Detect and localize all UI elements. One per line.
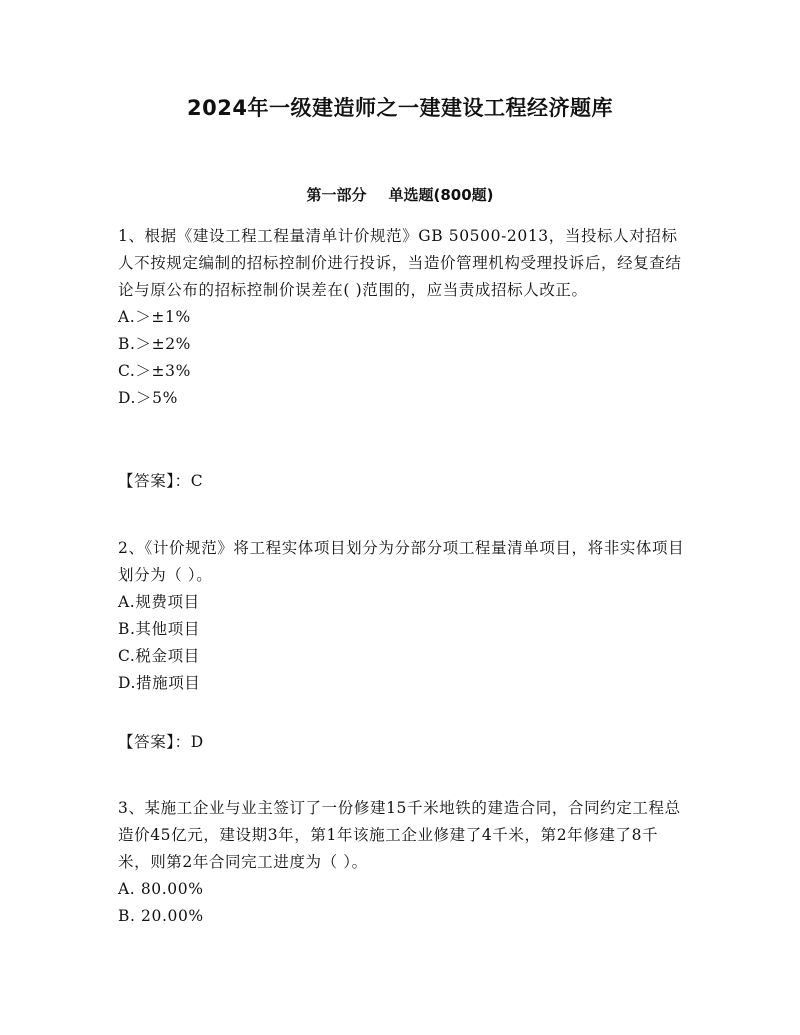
answer-2 <box>118 729 688 756</box>
option-c: C.＞±3% <box>118 362 191 380</box>
answer-text: 【答案】：D <box>118 733 204 751</box>
option-a: A. 80.00% <box>118 880 204 898</box>
option-a: A.规费项目 <box>118 593 200 611</box>
question-3 <box>118 795 688 930</box>
section-heading <box>0 184 800 205</box>
option-b: B.其他项目 <box>118 620 200 638</box>
answer-1 <box>118 468 688 495</box>
question-2 <box>118 535 688 697</box>
question-stem: 2、《计价规范》将工程实体项目划分为分部分项工程量清单项目，将非实体项目划分为（ ）。 <box>118 539 685 584</box>
option-d: D.措施项目 <box>118 674 201 692</box>
question-1 <box>118 223 688 412</box>
option-a: A.＞±1% <box>118 308 191 326</box>
section-label: 单选题(800题) <box>388 186 494 204</box>
answer-text: 【答案】：C <box>118 472 204 490</box>
question-stem: 1、根据《建设工程工程量清单计价规范》GB 50500-2013，当投标人对招标人不按规定编制的招标控制价进行投诉，当造价管理机构受理投诉后，经复查结论与原公布的招标控制价误差在( )范围的，应当责成招标人改正。 <box>118 227 682 299</box>
option-b: B. 20.00% <box>118 907 204 925</box>
section-part: 第一部分 <box>306 186 367 204</box>
option-d: D.＞5% <box>118 389 178 407</box>
option-b: B.＞±2% <box>118 335 191 353</box>
question-stem: 3、某施工企业与业主签订了一份修建15千米地铁的建造合同，合同约定工程总造价45亿元，建设期3年，第1年该施工企业修建了4千米，第2年修建了8千米，则第2年合同完工进度为（ ）。 <box>118 799 681 871</box>
document-title: 2024年一级建造师之一建建设工程经济题库 <box>187 96 613 120</box>
option-c: C.税金项目 <box>118 647 200 665</box>
